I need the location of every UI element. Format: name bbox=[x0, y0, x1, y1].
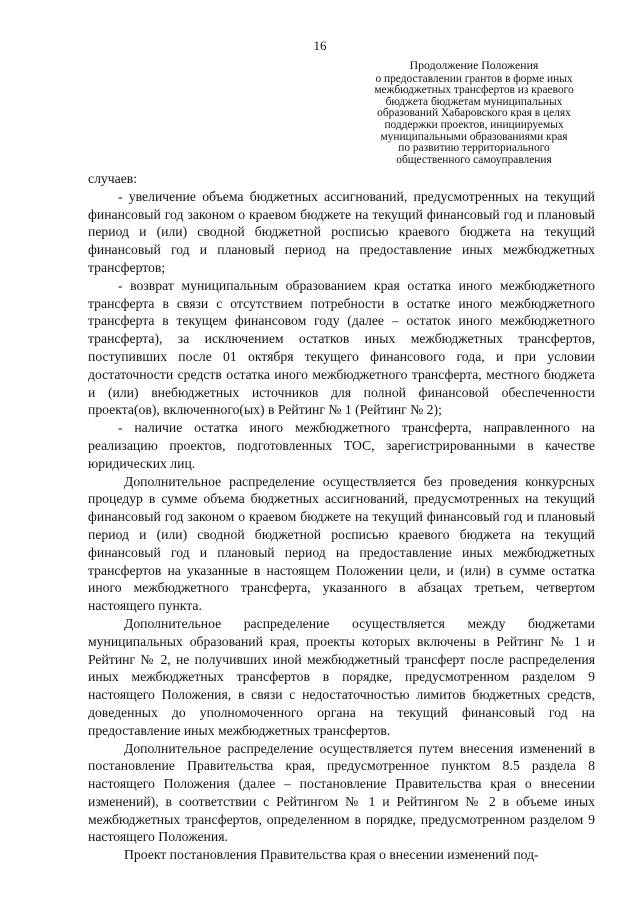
header-line: о предоставлении грантов в форме иных bbox=[375, 72, 573, 85]
paragraph: Проект постановления Правительства края о внесении изменений под- bbox=[124, 847, 539, 863]
list-item: - увеличение объема бюджетных ассигнований, предусмотренных на текущий финансовый год законом о краевом бюджете на текущий финансовый год и плановый период и (или) сводной бюджетной росписью краевого бюджета на текущий финансовый год и плановый период на предоставление иных межбюджетных трансфертов; bbox=[88, 188, 595, 275]
document-header bbox=[358, 60, 590, 166]
header-title: Продолжение Положения bbox=[409, 58, 539, 72]
paragraph: Дополнительное распределение осуществляется путем внесения изменений в постановление Правительства края, предусмотренное пунктом 8.5 раздела 8 настоящего Положения (далее – постановление Правительства края о внесении изменений), в соответствии с Рейтингом № 1 и Рейтингом № 2 в объеме иных межбюджетных трансфертов, определенном в порядке, предусмотренном разделом 9 настоящего Положения. bbox=[88, 740, 595, 845]
list-item: - возврат муниципальным образованием края остатка иного межбюджетного трансферта в связи с отсутствием потребности в остатке иного межбюджетного трансферта в текущем финансовом году (далее – остаток иного межбюджетного трансферта), за исключением остатков иных межбюджетных трансфертов, поступивших после 01 октября текущего финансового года, и при условии достаточности средств остатка иного межбюджетного трансферта, местного бюджета и (или) внебюджетных источников для полной финансовой обеспеченности проекта(ов), включенного(ых) в Рейтинг № 1 (Рейтинг № 2); bbox=[88, 277, 595, 418]
paragraph: Дополнительное распределение осуществляется между бюджетами муниципальных образований края, проекты которых включены в Рейтинг № 1 и Рейтинг № 2, не получивших иной межбюджетный трансферт после распределения иных межбюджетных трансфертов в порядке, предусмотренном разделом 9 настоящего Положения, в связи с недостаточностью лимитов бюджетных средств, доведенных до уполномоченного органа на текущий финансовый год на предоставление иных межбюджетных трансфертов. bbox=[88, 615, 595, 738]
page-number: 16 bbox=[313, 38, 327, 53]
paragraph: случаев: bbox=[88, 171, 138, 186]
header-line: межбюджетных трансфертов из краевого bbox=[374, 84, 574, 97]
header-line: поддержки проектов, инициируемых bbox=[384, 118, 564, 131]
list-item: - наличие остатка иного межбюджетного трансферта, направленного на реализацию проектов, подготовленных ТОС, зарегистрированными в качестве юридических лиц. bbox=[88, 420, 595, 471]
header-line: муниципальными образованиями края bbox=[380, 130, 568, 143]
paragraph: Дополнительное распределение осуществляется без проведения конкурсных процедур в сумме объема бюджетных ассигнований, предусмотренных на текущий финансовый год законом о краевом бюджете на текущий финансовый год и плановый период и (или) сводной бюджетной росписью краевого бюджета на текущий финансовый год и плановый период на предоставление иных межбюджетных трансфертов на указанные в настоящем Положении цели, и (или) в сумме остатка иного межбюджетного трансферта, указанного в абзацах третьем, четвертом настоящего пункта. bbox=[88, 473, 595, 614]
body-text bbox=[88, 170, 595, 864]
header-line: по развитию территориального bbox=[398, 142, 550, 155]
header-line: общественного самоуправления bbox=[396, 153, 552, 166]
header-line: образований Хабаровского края в целях bbox=[377, 107, 571, 120]
header-line: бюджета бюджетам муниципальных bbox=[385, 95, 563, 108]
